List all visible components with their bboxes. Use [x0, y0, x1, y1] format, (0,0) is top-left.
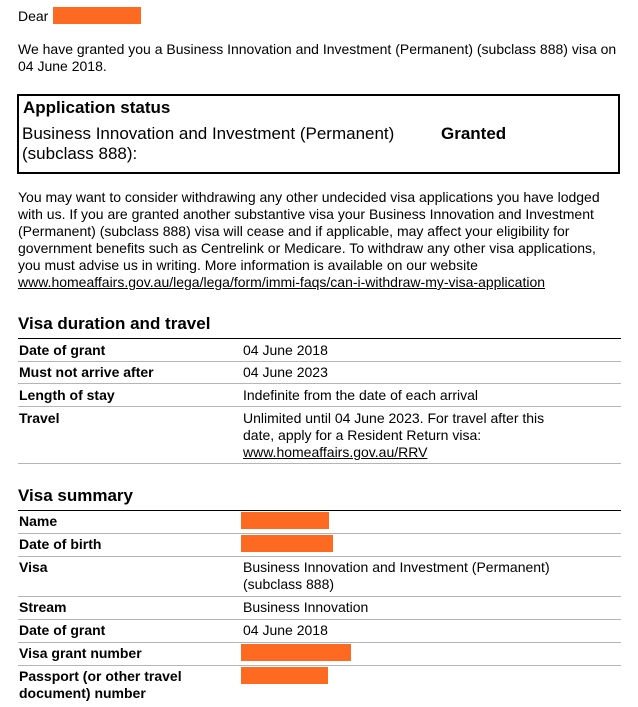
- table-rule: [18, 596, 621, 597]
- resident-return-visa-link[interactable]: www.homeaffairs.gov.au/RRV: [243, 444, 428, 460]
- application-status-box: [17, 94, 620, 174]
- application-status-title: Application status: [23, 98, 171, 117]
- summary-top-rule: [18, 510, 621, 511]
- redacted-recipient-name: [53, 7, 141, 24]
- duration-label-travel: Travel: [19, 410, 60, 426]
- withdraw-info-link[interactable]: www.homeaffairs.gov.au/lega/lega/form/immi-faqs/can-i-withdraw-my-visa-application: [18, 274, 546, 290]
- duration-value-travel: [243, 410, 553, 461]
- salutation: Dear: [18, 8, 49, 24]
- summary-label-date-of-grant: Date of grant: [19, 622, 106, 638]
- table-rule: [18, 665, 621, 666]
- duration-label-date-of-grant: Date of grant: [19, 342, 106, 358]
- summary-label-passport-number: Passport (or other travel document) number: [19, 668, 182, 701]
- table-rule: [18, 383, 621, 384]
- withdraw-notice-text: You may want to consider withdrawing any other undecided visa applications you have lodged with us. If you are granted another substantive visa your Business Innovation and Investment (Permanent) (subclass 888) visa will cease and if applicable, may affect your eligibility for government benefits such as Centrelink or Medicare. To withdraw any other visa applications, you must advise us in writing. More information is available on our website: [18, 189, 600, 273]
- application-status-value: Granted: [441, 124, 507, 143]
- table-rule: [18, 619, 621, 620]
- duration-top-rule: [18, 338, 621, 339]
- redacted-name: [241, 512, 329, 529]
- duration-value-must-not-arrive-after: 04 June 2023: [243, 364, 328, 380]
- duration-section-title: Visa duration and travel: [18, 314, 211, 333]
- table-rule: [18, 556, 621, 557]
- redacted-passport-number: [241, 667, 328, 684]
- table-rule: [18, 533, 621, 534]
- table-rule: [18, 463, 621, 464]
- withdraw-notice: [18, 189, 618, 291]
- summary-label-stream: Stream: [19, 599, 67, 615]
- duration-label-must-not-arrive-after: Must not arrive after: [19, 364, 154, 380]
- summary-value-date-of-grant: 04 June 2018: [243, 622, 328, 638]
- redacted-date-of-birth: [241, 535, 333, 552]
- summary-label-visa-grant-number: Visa grant number: [19, 645, 142, 661]
- intro-text: We have granted you a Business Innovation and Investment (Permanent) (subclass 888) visa on 04 June 2018.: [18, 41, 617, 74]
- summary-label-name: Name: [19, 513, 58, 529]
- duration-value-date-of-grant: 04 June 2018: [243, 342, 328, 358]
- duration-value-length-of-stay: Indefinite from the date of each arrival: [243, 387, 479, 403]
- travel-text: Unlimited until 04 June 2023. For travel after this date, apply for a Resident Return visa:: [243, 410, 545, 443]
- duration-label-length-of-stay: Length of stay: [19, 387, 115, 403]
- summary-value-visa: Business Innovation and Investment (Permanent) (subclass 888): [243, 559, 550, 592]
- table-rule: [18, 642, 621, 643]
- summary-label-visa: Visa: [19, 559, 48, 575]
- application-status-visa: Business Innovation and Investment (Permanent) (subclass 888):: [22, 124, 395, 163]
- table-rule: [18, 406, 621, 407]
- summary-label-date-of-birth: Date of birth: [19, 536, 102, 552]
- redacted-visa-grant-number: [241, 644, 351, 661]
- summary-section-title: Visa summary: [18, 486, 133, 505]
- table-rule: [18, 361, 621, 362]
- summary-value-stream: Business Innovation: [243, 599, 369, 615]
